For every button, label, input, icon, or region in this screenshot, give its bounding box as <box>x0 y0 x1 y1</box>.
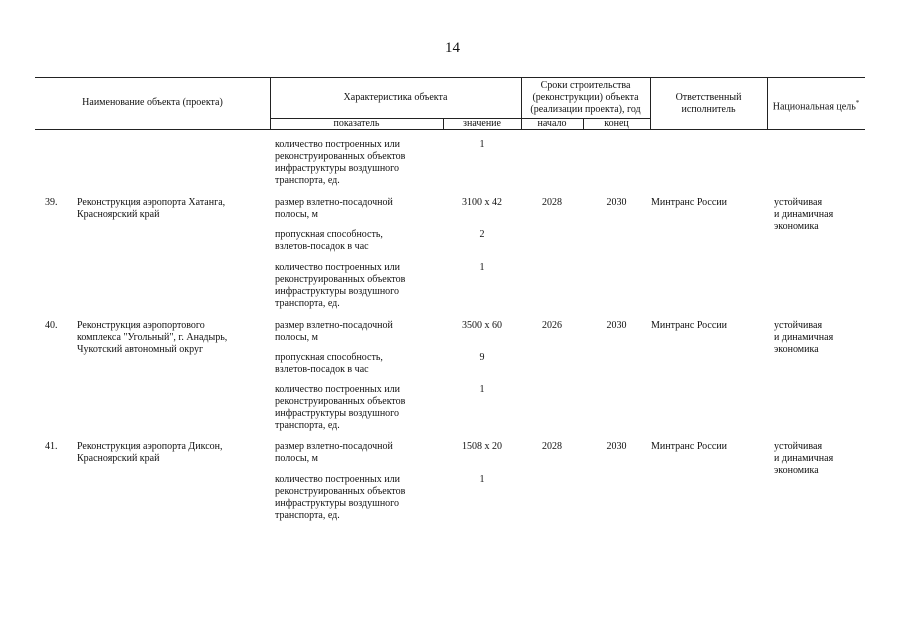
indicator-label: пропускная способность, взлетов-посадок в час <box>275 229 383 252</box>
indicator-label: количество построенных или реконструированных объектов инфраструктуры воздушного транспорта, ед. <box>275 384 406 431</box>
indicator-value: 1 <box>479 262 485 273</box>
object-name: Реконструкция аэропорта Хатанга, Красноярский край <box>77 197 226 220</box>
header-value: значение <box>463 118 501 129</box>
national-goal: устойчивая и динамичная экономика <box>774 441 834 476</box>
object-name: Реконструкция аэропорта Диксон, Красноярский край <box>77 441 223 464</box>
object-name: Реконструкция аэропортового комплекса "Угольный", г. Анадырь, Чукотский автономный округ <box>77 320 228 355</box>
header-goal <box>767 97 865 113</box>
row-number: 41. <box>45 441 58 452</box>
indicator-value: 1 <box>479 139 485 150</box>
indicator-label: количество построенных или реконструированных объектов инфраструктуры воздушного транспорта, ед. <box>275 262 406 309</box>
executor: Минтранс России <box>651 197 727 208</box>
executor: Минтранс России <box>651 441 727 452</box>
start-year: 2028 <box>542 441 562 452</box>
header-characteristic: Характеристика объекта <box>343 92 448 103</box>
indicator-value: 9 <box>479 352 485 363</box>
header-terms: Сроки строительства (реконструкции) объекта (реализации проекта), год <box>530 80 641 115</box>
indicator-value: 1 <box>479 474 485 485</box>
header-name: Наименование объекта (проекта) <box>82 97 223 108</box>
indicator-value: 1 <box>479 384 485 395</box>
header-executor: Ответственный исполнитель <box>675 92 742 115</box>
indicator-label: размер взлетно-посадочной полосы, м <box>275 441 393 464</box>
row-number: 40. <box>45 320 58 331</box>
executor: Минтранс России <box>651 320 727 331</box>
indicator-label: пропускная способность, взлетов-посадок в час <box>275 352 383 375</box>
indicator-value: 1508 x 20 <box>462 441 502 452</box>
national-goal: устойчивая и динамичная экономика <box>774 197 834 232</box>
header-goal-footnote-mark: * <box>855 99 860 107</box>
end-year: 2030 <box>606 320 627 331</box>
indicator-label: размер взлетно-посадочной полосы, м <box>275 320 393 343</box>
header-indicator: показатель <box>333 118 380 129</box>
header-end: конец <box>604 118 629 129</box>
header-top-rule <box>35 77 865 78</box>
national-goal: устойчивая и динамичная экономика <box>774 320 834 355</box>
indicator-value: 3500 x 60 <box>462 320 502 331</box>
start-year: 2028 <box>542 197 562 208</box>
row-number: 39. <box>45 197 58 208</box>
indicator-label: размер взлетно-посадочной полосы, м <box>275 197 393 220</box>
header-goal-label: Национальная цель <box>772 101 856 113</box>
end-year: 2030 <box>606 441 627 452</box>
indicator-value: 3100 x 42 <box>462 197 502 208</box>
indicator-label: количество построенных или реконструированных объектов инфраструктуры воздушного транспорта, ед. <box>275 474 406 521</box>
header-start: начало <box>537 118 567 129</box>
end-year: 2030 <box>606 197 627 208</box>
indicator-label: количество построенных или реконструированных объектов инфраструктуры воздушного транспорта, ед. <box>275 139 406 186</box>
indicator-value: 2 <box>479 229 485 240</box>
page-number: 14 <box>445 40 460 56</box>
start-year: 2026 <box>542 320 562 331</box>
